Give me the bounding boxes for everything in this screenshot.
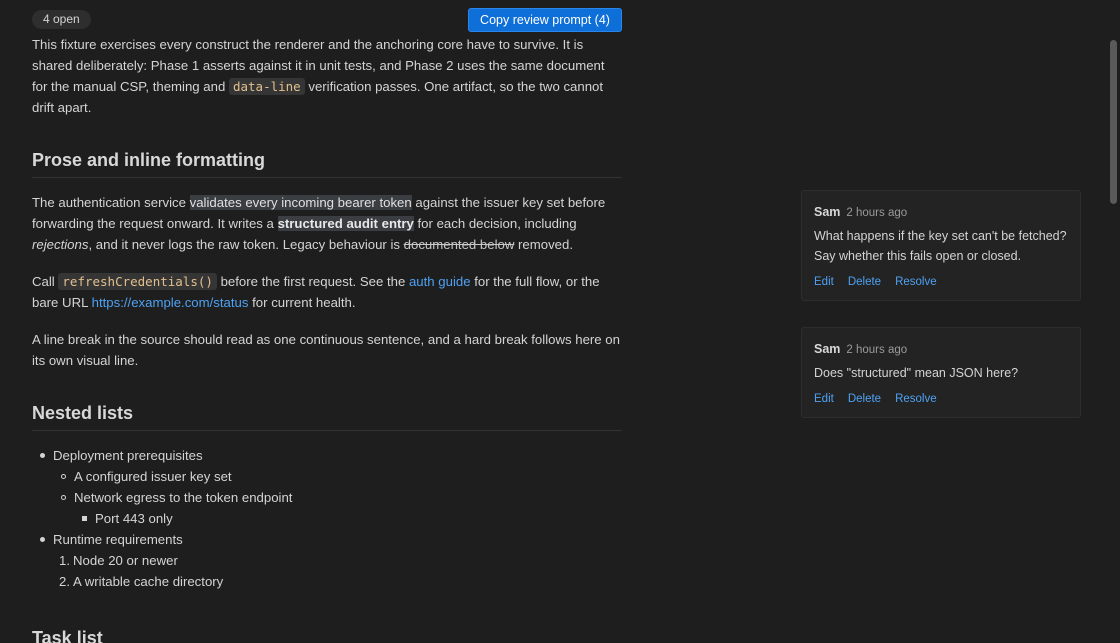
- text: against the issuer key set before forwarding the request onward. It writes a: [32, 195, 606, 231]
- section-heading-tasks: Task list: [32, 628, 103, 643]
- bold-highlighted-text[interactable]: structured audit entry: [277, 216, 414, 231]
- list-number: 2.: [59, 574, 70, 589]
- list-item-label: A writable cache directory: [73, 574, 224, 589]
- comment-author: Sam: [814, 342, 841, 356]
- paragraph-call: [32, 271, 622, 313]
- list-item: [40, 529, 622, 592]
- inline-code: data-line: [229, 78, 305, 95]
- intro-text-end: verification passes. One artifact, so the two cannot drift apart.: [32, 79, 604, 115]
- ordered-list-item: [59, 550, 622, 571]
- edit-comment-button[interactable]: Edit: [814, 276, 834, 288]
- text: The authentication service: [32, 195, 190, 210]
- resolve-comment-button[interactable]: Resolve: [895, 276, 937, 288]
- list-item: [61, 487, 622, 529]
- text: , and it never logs the raw token. Legacy behaviour is: [88, 237, 404, 252]
- text: before the first request. See the: [216, 274, 409, 289]
- emphasis-text: rejections: [32, 237, 89, 252]
- open-count-badge: 4 open: [32, 10, 91, 29]
- comment-actions: [814, 274, 1068, 290]
- intro-paragraph: [32, 34, 622, 118]
- comment-body: Does "structured" mean JSON here?: [814, 366, 1019, 380]
- document-body: [32, 34, 622, 592]
- section-heading-lists: Nested lists: [32, 401, 622, 431]
- nested-list: [53, 466, 622, 529]
- delete-comment-button[interactable]: Delete: [847, 393, 882, 405]
- comment-card: [801, 190, 1081, 301]
- status-url-link[interactable]: https://example.com/status: [91, 295, 249, 310]
- text: Call: [32, 274, 59, 289]
- intro-text: This fixture exercises every construct the renderer and the anchoring core have to survive. It is shared deliberately: Phase 1 asserts against it in unit tests, and Phase 2 uses the same document for the manual CSP, theming and: [32, 37, 605, 94]
- comment-body: What happens if the key set can't be fetched? Say whether this fails open or closed.: [814, 229, 1067, 263]
- scrollbar-thumb[interactable]: [1110, 40, 1117, 204]
- text: for the full flow, or the bare URL: [32, 274, 600, 310]
- ordered-list-item: [59, 571, 622, 592]
- comment-time: 2 hours ago: [846, 344, 908, 356]
- copy-review-prompt-button[interactable]: Copy review prompt (4): [468, 8, 622, 32]
- list-item-label: Deployment prerequisites: [53, 448, 203, 463]
- list-item: [40, 445, 622, 529]
- edit-comment-button[interactable]: Edit: [814, 393, 834, 405]
- resolve-comment-button[interactable]: Resolve: [895, 393, 937, 405]
- highlighted-text[interactable]: validates every incoming bearer token: [189, 195, 412, 210]
- text: for current health.: [248, 295, 356, 310]
- list-item-label: Network egress to the token endpoint: [74, 490, 293, 505]
- comment-header: [814, 340, 1068, 359]
- strikethrough-text: documented below: [403, 237, 515, 252]
- text: removed.: [514, 237, 574, 252]
- vertical-scrollbar[interactable]: [1106, 0, 1120, 643]
- comment-time: 2 hours ago: [846, 207, 908, 219]
- comment-header: [814, 203, 1068, 222]
- comment-actions: [814, 391, 1068, 407]
- list-item-label: Runtime requirements: [53, 532, 183, 547]
- inline-code: refreshCredentials(): [58, 273, 217, 290]
- section-heading-prose: Prose and inline formatting: [32, 148, 622, 178]
- auth-guide-link[interactable]: auth guide: [408, 274, 471, 289]
- list-item: Port 443 only: [82, 508, 622, 529]
- bullet-list: [32, 445, 622, 592]
- list-item: A configured issuer key set: [61, 466, 622, 487]
- paragraph-line-break: A line break in the source should read as one continuous sentence, and a hard break follows here on its own visual line.: [32, 332, 620, 368]
- list-number: 1.: [59, 553, 70, 568]
- delete-comment-button[interactable]: Delete: [847, 276, 882, 288]
- ordered-list: [53, 550, 622, 592]
- text: for each decision, including: [413, 216, 577, 231]
- list-item-label: Node 20 or newer: [73, 553, 178, 568]
- comment-author: Sam: [814, 205, 841, 219]
- paragraph-auth: [32, 192, 622, 255]
- comment-card: [801, 327, 1081, 418]
- nested-list: [74, 508, 622, 529]
